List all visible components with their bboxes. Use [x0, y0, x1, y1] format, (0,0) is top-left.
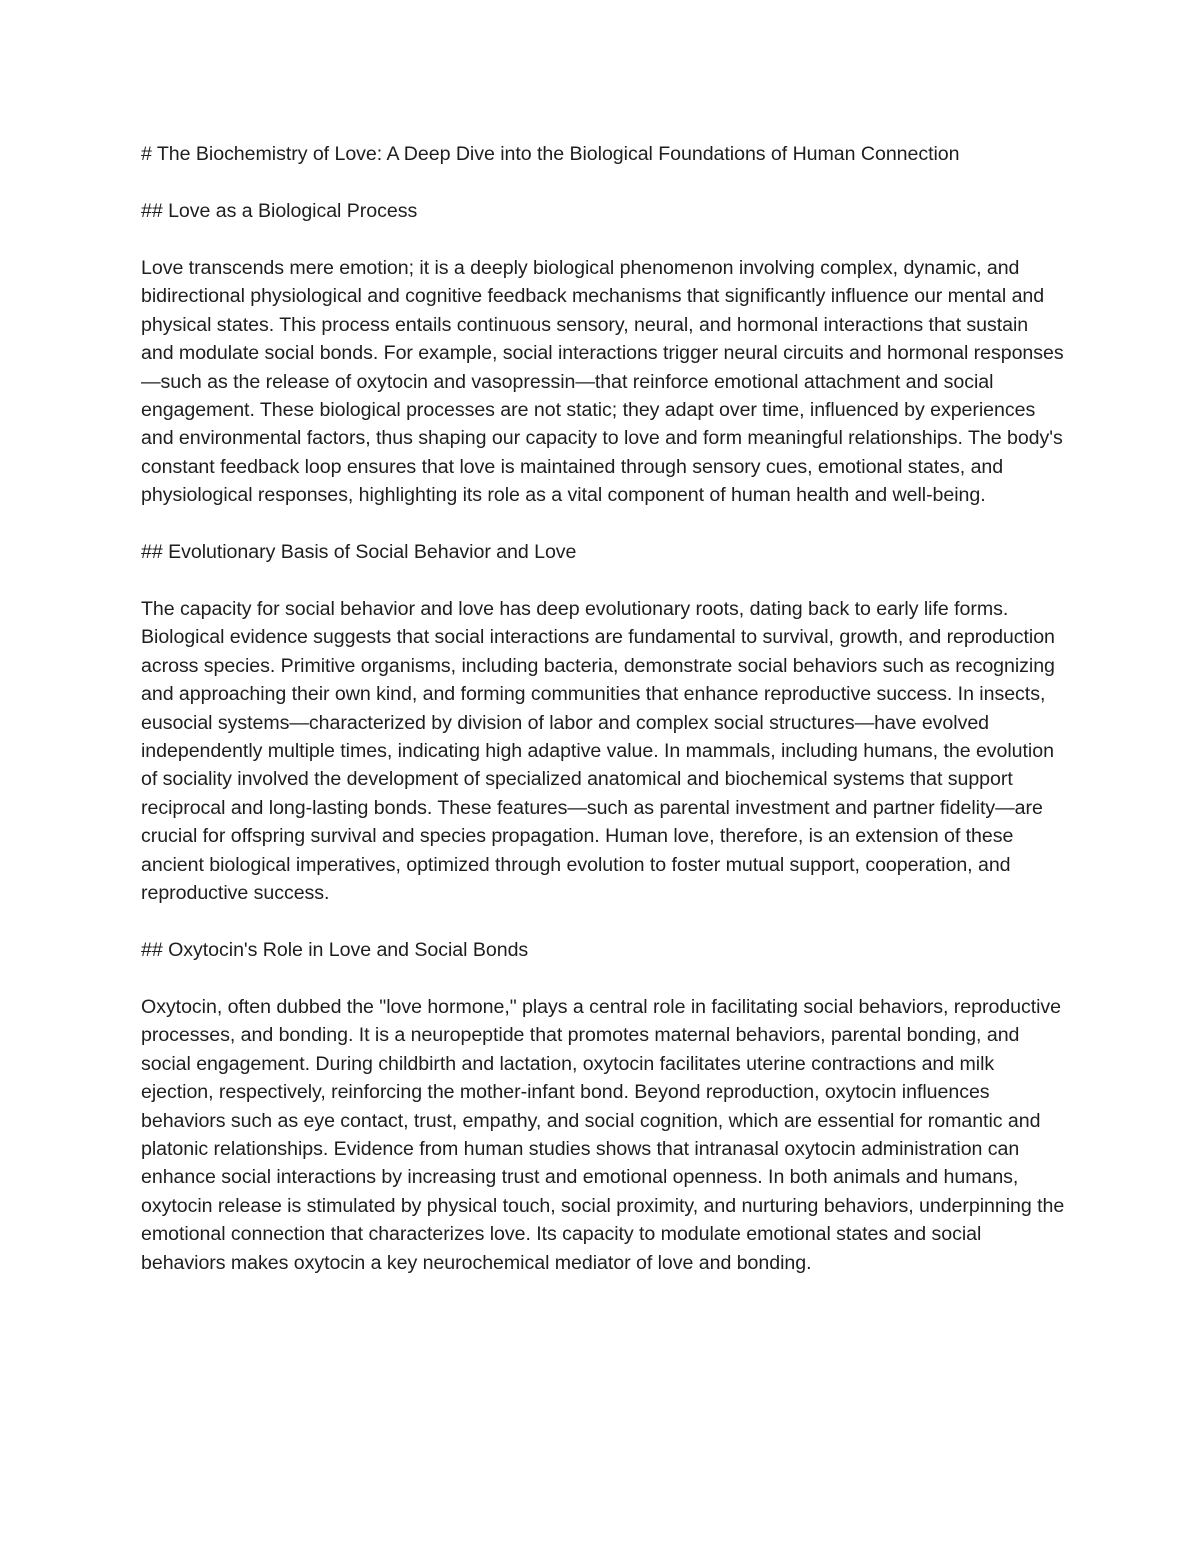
- document-title: # The Biochemistry of Love: A Deep Dive into the Biological Foundations of Human Connection: [141, 143, 960, 165]
- section-heading-oxytocin-role: ## Oxytocin's Role in Love and Social Bonds: [141, 938, 529, 961]
- section-body-evolutionary-basis: The capacity for social behavior and love has deep evolutionary roots, dating back to early life forms. Biological evidence suggests that social interactions are fundamental to survival, growth, and reproduction across species. Primitive organisms, including bacteria, demonstrate social behaviors such as recognizing and approaching their own kind, and forming communities that enhance reproductive success. In insects, eusocial systems—characterized by division of labor and complex social structures—have evolved independently multiple times, indicating high adaptive value. In mammals, including humans, the evolution of sociality involved the development of specialized anatomical and biochemical systems that support reciprocal and long-lasting bonds. These features—such as parental investment and partner fidelity—are crucial for offspring survival and species propagation. Human love, therefore, is an extension of these ancient biological imperatives, optimized through evolution to foster mutual support, cooperation, and reproductive success.: [141, 598, 1055, 905]
- section-heading-love-biological-process: ## Love as a Biological Process: [141, 200, 418, 222]
- section-body-oxytocin-role: Oxytocin, often dubbed the "love hormone," plays a central role in facilitating social behaviors, reproductive processes, and bonding. It is a neuropeptide that promotes maternal behaviors, parental bonding, and social engagement. During childbirth and lactation, oxytocin facilitates uterine contractions and milk ejection, respectively, reinforcing the mother-infant bond. Beyond reproduction, oxytocin influences behaviors such as eye contact, trust, empathy, and social cognition, which are essential for romantic and platonic relationships. Evidence from human studies shows that intranasal oxytocin administration can enhance social interactions by increasing trust and emotional openness. In both animals and humans, oxytocin release is stimulated by physical touch, social proximity, and nurturing behaviors, underpinning the emotional connection that characterizes love. Its capacity to modulate emotional states and social behaviors makes oxytocin a key neurochemical mediator of love and bonding.: [141, 995, 1065, 1274]
- section-body-love-biological-process: Love transcends mere emotion; it is a deeply biological phenomenon involving complex, dynamic, and bidirectional physiological and cognitive feedback mechanisms that significantly influence our mental and physical states. This process entails continuous sensory, neural, and hormonal interactions that sustain and modulate social bonds. For example, social interactions trigger neural circuits and hormonal responses—such as the release of oxytocin and vasopressin—that reinforce emotional attachment and social engagement. These biological processes are not static; they adapt over time, influenced by experiences and environmental factors, thus shaping our capacity to love and form meaningful relationships. The body's constant feedback loop ensures that love is maintained through sensory cues, emotional states, and physiological responses, highlighting its role as a vital component of human health and well-being.: [141, 257, 1064, 507]
- section-heading-evolutionary-basis: ## Evolutionary Basis of Social Behavior and Love: [141, 541, 577, 564]
- document-content: [141, 140, 1066, 1305]
